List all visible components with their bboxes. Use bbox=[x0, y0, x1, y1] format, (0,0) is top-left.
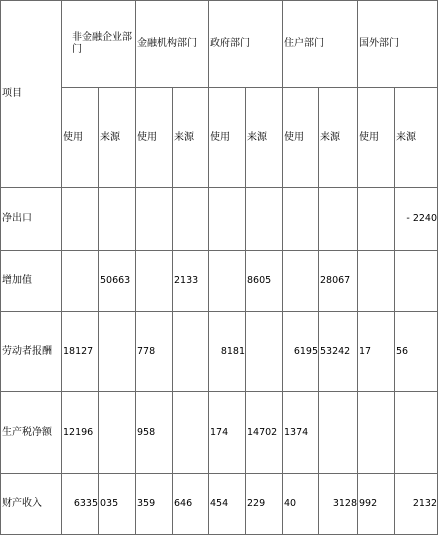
sector-label: 政府部门 bbox=[210, 38, 250, 49]
sector-label: 国外部门 bbox=[359, 38, 399, 49]
value-cell: 035 bbox=[99, 474, 136, 535]
value-cell bbox=[209, 251, 246, 312]
table-row bbox=[1, 312, 438, 392]
use-source-header-row bbox=[1, 88, 438, 188]
sector-header-financial bbox=[136, 1, 209, 88]
use-header: 使用 bbox=[358, 88, 395, 188]
value-cell bbox=[283, 188, 319, 251]
sector-label: 金融机构部门 bbox=[137, 38, 197, 49]
value-cell bbox=[319, 188, 358, 251]
value-cell bbox=[246, 188, 283, 251]
sector-label: 非金融企业部门 bbox=[72, 32, 132, 55]
sector-header-foreign bbox=[358, 1, 438, 88]
value-cell: 12196 bbox=[62, 392, 99, 474]
value-cell: 53242 bbox=[319, 312, 358, 392]
value-cell: 8181 bbox=[209, 312, 246, 392]
value-cell: 6335 bbox=[62, 474, 99, 535]
value-cell: 454 bbox=[209, 474, 246, 535]
value-cell: 958 bbox=[136, 392, 173, 474]
value-cell: 14702 bbox=[246, 392, 283, 474]
value-cell bbox=[283, 251, 319, 312]
value-cell: 8605 bbox=[246, 251, 283, 312]
sector-header-non-financial bbox=[62, 1, 136, 88]
value-cell: 2132 bbox=[395, 474, 438, 535]
sector-header-row bbox=[1, 1, 438, 88]
value-cell: 229 bbox=[246, 474, 283, 535]
row-label: 劳动者报酬 bbox=[1, 312, 62, 392]
value-cell bbox=[173, 312, 209, 392]
use-header: 使用 bbox=[283, 88, 319, 188]
value-cell: 992 bbox=[358, 474, 395, 535]
table-row bbox=[1, 474, 438, 535]
value-cell bbox=[99, 188, 136, 251]
sector-header-government bbox=[209, 1, 283, 88]
value-cell bbox=[358, 188, 395, 251]
item-header-label: 项目 bbox=[2, 88, 22, 99]
value-cell bbox=[62, 188, 99, 251]
value-cell bbox=[62, 251, 99, 312]
item-header-cell bbox=[1, 1, 62, 188]
value-cell: 6195 bbox=[283, 312, 319, 392]
value-cell: 359 bbox=[136, 474, 173, 535]
value-cell bbox=[136, 251, 173, 312]
value-cell: 40 bbox=[283, 474, 319, 535]
table-row bbox=[1, 251, 438, 312]
value-cell bbox=[319, 392, 358, 474]
value-cell bbox=[136, 188, 173, 251]
value-cell bbox=[395, 392, 438, 474]
table-row bbox=[1, 188, 438, 251]
row-label: 增加值 bbox=[1, 251, 62, 312]
value-cell: 28067 bbox=[319, 251, 358, 312]
value-cell bbox=[358, 251, 395, 312]
use-header: 使用 bbox=[136, 88, 173, 188]
value-cell bbox=[209, 188, 246, 251]
use-header: 使用 bbox=[209, 88, 246, 188]
sector-header-household bbox=[283, 1, 358, 88]
value-cell bbox=[395, 251, 438, 312]
value-cell: 56 bbox=[395, 312, 438, 392]
source-header: 来源 bbox=[246, 88, 283, 188]
source-header: 来源 bbox=[319, 88, 358, 188]
table-row bbox=[1, 392, 438, 474]
value-cell bbox=[358, 392, 395, 474]
use-header: 使用 bbox=[62, 88, 99, 188]
source-header: 来源 bbox=[99, 88, 136, 188]
source-header: 来源 bbox=[173, 88, 209, 188]
row-label: 生产税净额 bbox=[1, 392, 62, 474]
value-cell: 1374 bbox=[283, 392, 319, 474]
row-label: 净出口 bbox=[1, 188, 62, 251]
source-header: 来源 bbox=[395, 88, 438, 188]
value-cell: 18127 bbox=[62, 312, 99, 392]
value-cell bbox=[246, 312, 283, 392]
value-cell bbox=[173, 392, 209, 474]
value-cell: 646 bbox=[173, 474, 209, 535]
value-cell: 2133 bbox=[173, 251, 209, 312]
value-cell bbox=[99, 312, 136, 392]
value-cell: 3128 bbox=[319, 474, 358, 535]
value-cell: 17 bbox=[358, 312, 395, 392]
value-cell bbox=[173, 188, 209, 251]
sector-label: 住户部门 bbox=[284, 38, 324, 49]
value-cell: - 2240 bbox=[395, 188, 438, 251]
value-cell bbox=[99, 392, 136, 474]
value-cell: 174 bbox=[209, 392, 246, 474]
value-cell: 50663 bbox=[99, 251, 136, 312]
row-label: 财产收入 bbox=[1, 474, 62, 535]
value-cell: 778 bbox=[136, 312, 173, 392]
